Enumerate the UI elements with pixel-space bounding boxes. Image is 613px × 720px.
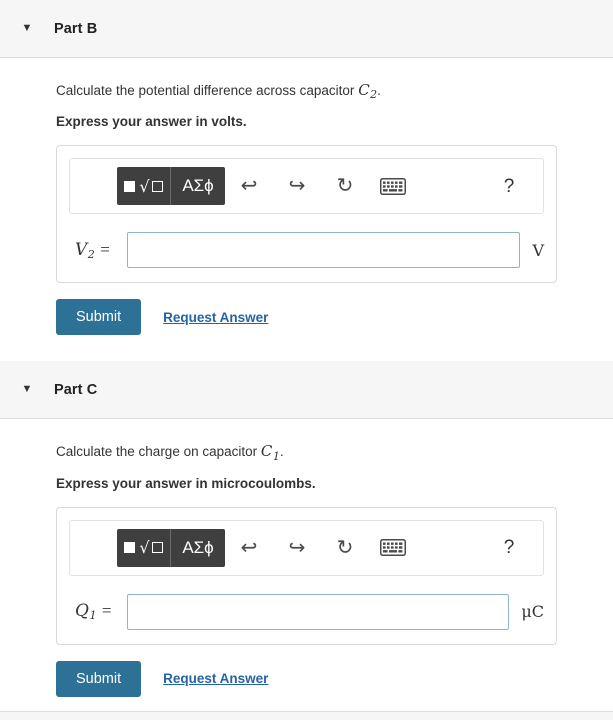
answer-variable-subscript-b: 2 — [87, 248, 95, 261]
part-title-b: Part B — [54, 20, 98, 37]
math-template-button-c[interactable] — [117, 529, 171, 567]
help-button-b[interactable]: ? — [503, 175, 515, 197]
prompt-variable-b: C — [358, 81, 370, 99]
submit-button-b[interactable]: Submit — [56, 299, 141, 335]
request-answer-link-c[interactable]: Request Answer — [163, 671, 269, 687]
prompt-text-before-c: Calculate the charge on capacitor — [56, 444, 261, 460]
answer-variable-b: V — [75, 239, 88, 260]
greek-symbols-button-c[interactable]: ΑΣϕ — [171, 529, 225, 567]
request-answer-link-b[interactable]: Request Answer — [163, 309, 269, 325]
question-prompt-c — [0, 419, 613, 463]
answer-variable-c: Q — [75, 601, 89, 622]
redo-arrow-icon[interactable]: ↪ — [288, 536, 306, 559]
prompt-variable-subscript-c: 1 — [272, 449, 280, 463]
section-gap — [0, 335, 613, 361]
prompt-variable-c: C — [260, 442, 273, 461]
question-prompt-b — [0, 58, 613, 102]
math-template-button-b[interactable] — [117, 167, 171, 205]
answer-input-row-c — [69, 594, 544, 630]
answer-variable-label-b — [75, 240, 127, 261]
math-toolbar-b — [69, 158, 544, 214]
answer-instruction-c: Express your answer in microcoulombs. — [56, 475, 316, 491]
submit-button-c[interactable]: Submit — [56, 661, 141, 697]
keyboard-icon[interactable] — [369, 539, 417, 556]
answer-variable-label-c — [75, 601, 127, 622]
answer-input-c[interactable] — [127, 594, 509, 630]
submit-row-c — [0, 645, 613, 697]
chevron-down-icon[interactable]: ▼ — [21, 22, 33, 34]
answer-equals-sign-c: = — [101, 601, 112, 621]
sqrt-template-icon: √ — [124, 177, 162, 196]
part-header-c[interactable] — [0, 361, 613, 419]
math-toolbar-c — [69, 520, 544, 576]
bottom-strip — [0, 711, 613, 720]
prompt-text-before-b: Calculate the potential difference across capacitor — [56, 83, 359, 98]
answer-unit-b: V — [532, 240, 544, 260]
undo-arrow-icon[interactable]: ↩ — [240, 536, 258, 559]
answer-instruction-b: Express your answer in volts. — [56, 114, 247, 130]
part-title-c: Part C — [54, 381, 98, 398]
part-body-c — [0, 419, 613, 696]
undo-arrow-icon[interactable]: ↩ — [240, 175, 258, 198]
help-button-c[interactable]: ? — [503, 537, 515, 559]
answer-box-c — [56, 507, 557, 645]
prompt-text-after-b: . — [377, 83, 381, 98]
prompt-text-after-c: . — [279, 444, 284, 460]
reset-circle-arrow-icon[interactable]: ↻ — [336, 536, 354, 559]
sqrt-template-icon: √ — [124, 538, 162, 557]
reset-circle-arrow-icon[interactable]: ↻ — [336, 175, 354, 198]
answer-equals-sign-b: = — [100, 239, 110, 259]
answer-input-b[interactable] — [127, 232, 520, 268]
answer-unit-c: μC — [521, 602, 544, 622]
keyboard-icon[interactable] — [369, 178, 417, 195]
redo-arrow-icon[interactable]: ↪ — [288, 175, 306, 198]
prompt-variable-subscript-b: 2 — [370, 88, 378, 102]
chevron-down-icon[interactable]: ▼ — [21, 383, 33, 396]
greek-symbols-button-b[interactable]: ΑΣϕ — [171, 167, 225, 205]
answer-input-row-b — [69, 232, 544, 268]
part-header-b[interactable] — [0, 0, 613, 58]
submit-row-b — [0, 283, 613, 335]
answer-variable-subscript-c: 1 — [89, 609, 97, 623]
part-body-b — [0, 58, 613, 335]
answer-box-b — [56, 145, 557, 283]
